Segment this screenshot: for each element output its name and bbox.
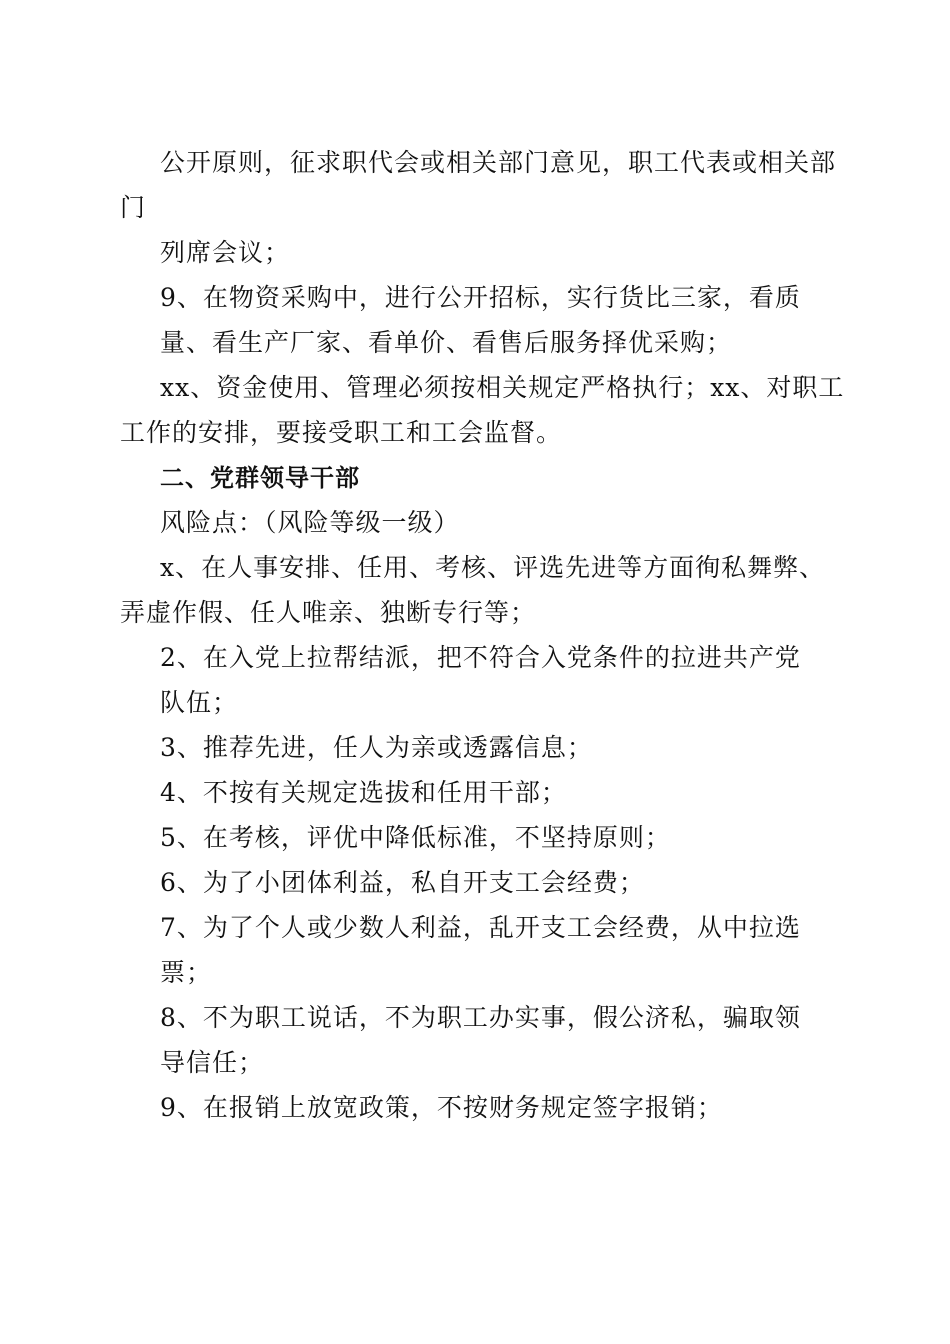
paragraph-line: x、在人事安排、任用、考核、评选先进等方面徇私舞弊、 [160, 553, 826, 582]
paragraph-line: 3、推荐先进，任人为亲或透露信息； [160, 733, 593, 762]
paragraph-line: 8、不为职工说话，不为职工办实事，假公济私，骗取领 [160, 1003, 801, 1032]
paragraph-line: 工作的安排，要接受职工和工会监督。 [120, 418, 563, 447]
paragraph-line: 7、为了个人或少数人利益，乱开支工会经费，从中拉选 [160, 913, 801, 942]
paragraph-line: 队伍； [160, 688, 239, 717]
paragraph-line: 量、看生产厂家、看单价、看售后服务择优采购； [160, 328, 733, 357]
paragraph-line: 5、在考核，评优中降低标准，不坚持原则； [160, 823, 671, 852]
paragraph-line: 4、不按有关规定选拔和任用干部； [160, 778, 567, 807]
paragraph-line: 票； [160, 958, 213, 987]
paragraph-line: 门 [120, 193, 147, 222]
paragraph-line: 6、为了小团体利益，私自开支工会经费； [160, 868, 645, 897]
paragraph-line: xx、资金使用、管理必须按相关规定严格执行；xx、对职工 [160, 373, 845, 402]
paragraph-line: 导信任； [160, 1048, 265, 1077]
paragraph-line: 9、在物资采购中，进行公开招标，实行货比三家，看质 [160, 283, 801, 312]
paragraph-line: 列席会议； [160, 238, 291, 267]
paragraph-line: 2、在入党上拉帮结派，把不符合入党条件的拉进共产党 [160, 643, 801, 672]
paragraph-line: 公开原则，征求职代会或相关部门意见，职工代表或相关部 [160, 148, 837, 177]
section-heading: 二、党群领导干部 [160, 464, 360, 492]
paragraph-line: 风险点：（风险等级一级） [160, 508, 460, 537]
paragraph-line: 9、在报销上放宽政策，不按财务规定签字报销； [160, 1093, 723, 1122]
paragraph-line: 弄虚作假、任人唯亲、独断专行等； [120, 598, 537, 627]
